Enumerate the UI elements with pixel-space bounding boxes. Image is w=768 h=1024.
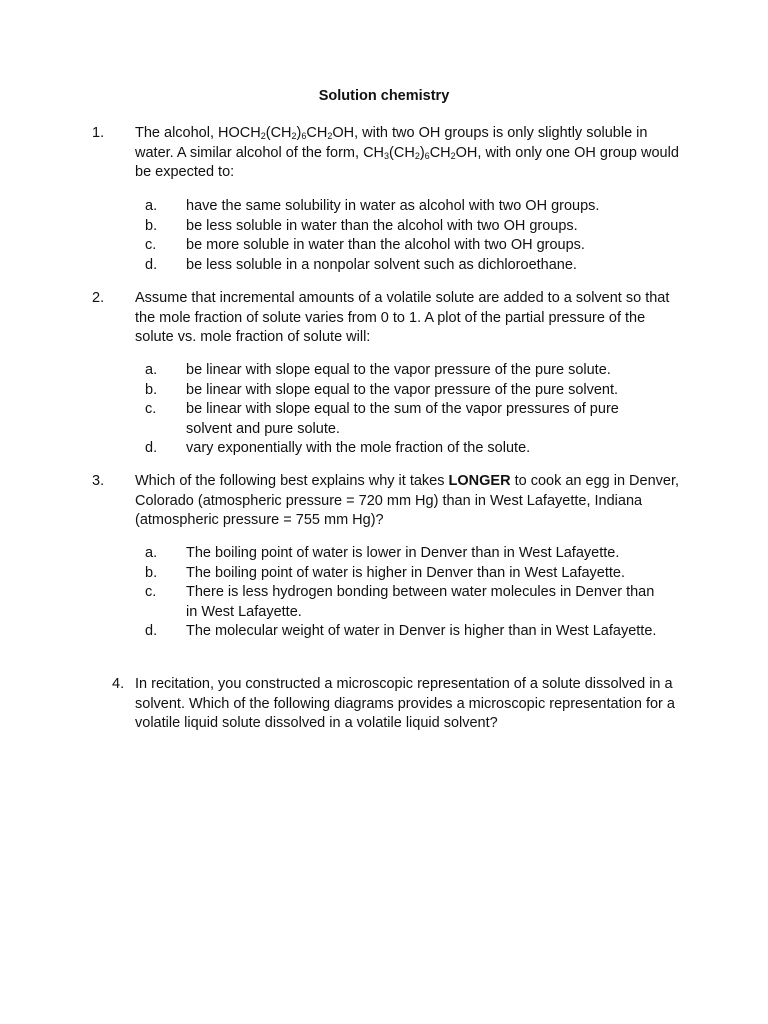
- option-text: be linear with slope equal to the vapor pressure of the pure solute.: [186, 362, 611, 378]
- option-letter: d.: [145, 623, 158, 640]
- page-title: Solution chemistry: [318, 88, 450, 104]
- option-letter: b.: [145, 381, 158, 398]
- option-letter: b.: [145, 217, 158, 234]
- option-letter: a.: [145, 362, 158, 378]
- answer-option: [0, 564, 768, 584]
- option-letter: d.: [145, 256, 158, 273]
- option-letter: c.: [145, 584, 157, 601]
- option-letter: a.: [145, 198, 158, 214]
- question-text: Assume that incremental amounts of a volatile solute are added to a solvent so that the mole fraction of solute varies from 0 to 1. A plot of the partial pressure of the solute vs. mole fraction of solute will:: [135, 290, 670, 346]
- answer-option: [0, 544, 768, 564]
- option-text: vary exponentially with the mole fraction of the solute.: [186, 440, 531, 457]
- answer-option: [0, 622, 768, 642]
- option-letter: d.: [145, 440, 158, 457]
- question-number: 4.: [112, 676, 125, 692]
- option-text: be linear with slope equal to the vapor pressure of the pure solvent.: [186, 381, 619, 398]
- option-text: The molecular weight of water in Denver is higher than in West Lafayette.: [186, 623, 657, 640]
- answer-option: [0, 256, 768, 276]
- option-text: The boiling point of water is lower in Denver than in West Lafayette.: [186, 545, 620, 561]
- option-text: be more soluble in water than the alcohol with two OH groups.: [186, 237, 585, 254]
- answer-option: [0, 197, 768, 217]
- question-text: In recitation, you constructed a microscopic representation of a solute dissolved in a solvent. Which of the following diagrams provides a microscopic representation for a volatile liquid solute dissolved in a volatile liquid solvent?: [135, 676, 675, 732]
- answer-option: [0, 381, 768, 401]
- option-text: There is less hydrogen bonding between water molecules in Denver than in West Lafayette.: [186, 584, 655, 620]
- emphasis-text: LONGER: [448, 473, 511, 489]
- option-text: be less soluble in a nonpolar solvent such as dichloroethane.: [186, 256, 577, 273]
- option-letter: c.: [145, 237, 157, 254]
- option-letter: a.: [145, 545, 158, 561]
- answer-option: [0, 583, 768, 622]
- question-2-options: [0, 361, 768, 459]
- option-letter: b.: [145, 564, 158, 581]
- question-1-options: [0, 197, 768, 275]
- question-text: Which of the following best explains why it takes LONGER to cook an egg in Denver, Colorado (atmospheric pressure = 720 mm Hg) than in West Lafayette, Indiana (atmospheric pressure = 755 mm Hg)?: [135, 473, 680, 529]
- question-text: The alcohol, $HOCH_2(CH_2)_6CH_2OH$, with two OH groups is only slightly soluble in water. A similar alcohol of the form, $CH_3(CH_2)_6CH_2OH$, with only one OH group would be expected to:: [135, 125, 679, 181]
- question-number: 1.: [92, 125, 105, 141]
- option-text: have the same solubility in water as alcohol with two OH groups.: [186, 198, 600, 214]
- answer-option: [0, 400, 768, 439]
- question-3-options: [0, 544, 768, 642]
- question-number: 3.: [92, 473, 105, 489]
- option-text: be linear with slope equal to the sum of the vapor pressures of pure solvent and pure solute.: [186, 401, 619, 437]
- option-letter: c.: [145, 401, 157, 418]
- answer-option: [0, 217, 768, 237]
- option-text: The boiling point of water is higher in Denver than in West Lafayette.: [186, 564, 626, 581]
- option-text: be less soluble in water than the alcohol with two OH groups.: [186, 217, 578, 234]
- answer-option: [0, 361, 768, 381]
- question-number: 2.: [92, 290, 105, 306]
- answer-option: [0, 236, 768, 256]
- answer-option: [0, 439, 768, 459]
